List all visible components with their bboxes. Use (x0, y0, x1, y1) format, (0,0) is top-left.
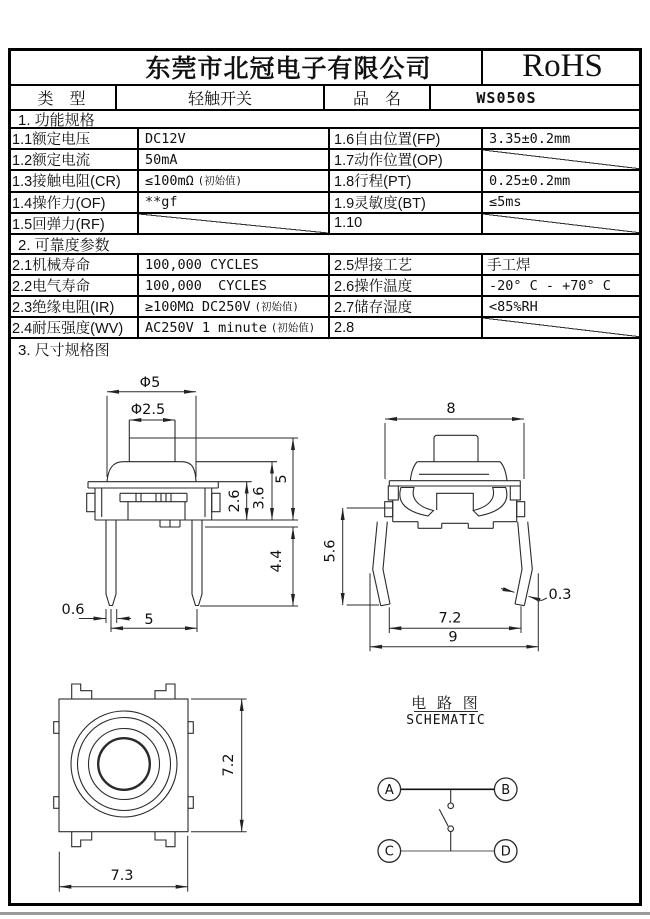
part-number: WS050S (476, 88, 537, 107)
front-leg-length-label: 4.4 (269, 549, 285, 573)
spec-label: 2.6操作温度 (330, 276, 483, 297)
contact-dot-lower (448, 826, 454, 832)
spec-label: 1.10 (330, 214, 483, 235)
title-block (8, 48, 642, 86)
initial-value-note: (初始值) (197, 175, 242, 188)
side-left-clip-arm (400, 488, 434, 517)
button-outer-circle (71, 711, 177, 817)
top-height-label: 7.2 (221, 753, 237, 777)
spec-label: 2.7储存湿度 (330, 297, 483, 318)
section-title-dimensions: 3. 尺寸规格图 (18, 342, 110, 359)
terminal-b (494, 778, 517, 801)
front-leg-width-label: 0.6 (61, 602, 85, 618)
rohs-mark: RoHS (522, 48, 603, 84)
spec-label: 1.9灵敏度(BT) (330, 193, 483, 214)
side-pitch-label: 7.2 (438, 610, 462, 627)
type-value: 轻触开关 (117, 86, 325, 109)
terminal-c-label: C (384, 844, 394, 860)
front-left-leg (106, 520, 116, 606)
part-name-label: 品 名 (325, 86, 431, 109)
front-dia-outer-label: Φ5 (139, 375, 161, 391)
type-row (8, 86, 642, 111)
front-view (61, 375, 298, 632)
side-span-label: 9 (448, 629, 458, 646)
front-plate-height-label: 2.6 (227, 489, 243, 513)
spec-value: ≥100MΩ DC250V (初始值) (139, 297, 330, 318)
schematic (378, 694, 517, 862)
spec-label: 2.1机械寿命 (8, 255, 139, 276)
initial-value-note: (初始值) (254, 301, 299, 313)
spec-value: <85%RH (483, 297, 642, 318)
top-view-outline (54, 684, 194, 847)
type-label: 类 型 (8, 86, 117, 109)
spec-label: 2.3绝缘电阻(IR) (8, 297, 139, 318)
terminal-c (378, 840, 401, 863)
blank-cell-diagonal (483, 214, 642, 235)
terminal-a (378, 778, 401, 801)
terminal-d (494, 840, 517, 863)
page-bottom-shadow (0, 912, 650, 915)
front-stem-height-label: 5 (274, 474, 290, 484)
side-view (323, 401, 572, 651)
spec-value: ≤100mΩ (初始值) (139, 171, 330, 192)
front-view-dimensions (61, 375, 298, 632)
spec-label: 1.2额定电流 (8, 150, 139, 171)
blank-cell-diagonal (139, 214, 330, 235)
reliability-spec-table (8, 255, 642, 339)
button-inner-circle (98, 738, 150, 790)
spec-label: 1.3接触电阻(CR) (8, 171, 139, 192)
top-view (54, 684, 247, 892)
side-right-clip-arm (473, 488, 507, 517)
spec-label: 1.4操作力(OF) (8, 193, 139, 214)
spec-label: 2.2电气寿命 (8, 276, 139, 297)
schematic-subtitle: SCHEMATIC (406, 713, 486, 728)
spec-value: 0.25±0.2mm (483, 171, 642, 192)
top-width-label: 7.3 (110, 868, 134, 884)
terminal-d-label: D (500, 844, 511, 860)
side-right-leg (515, 522, 532, 606)
blank-cell-diagonal (483, 318, 642, 339)
spec-value: -20° C - +70° C (483, 276, 642, 297)
company-name: 东莞市北冠电子有限公司 (8, 48, 483, 85)
spec-value: 100,000 CYCLES (139, 255, 330, 276)
side-view-outline (373, 435, 533, 605)
spec-label: 1.5回弹力(RF) (8, 214, 139, 235)
spec-value: 100,000 CYCLES (139, 276, 330, 297)
schematic-title: 电 路 图 (411, 694, 481, 712)
front-view-outline (87, 420, 298, 606)
front-dia-inner-label: Φ2.5 (130, 402, 166, 418)
spec-value: 手工焊 (483, 255, 642, 276)
front-right-leg (192, 520, 202, 606)
front-pitch-label: 5 (144, 612, 154, 628)
spec-value: 50mA (139, 150, 330, 171)
spec-value: ≤5ms (483, 193, 642, 214)
spec-label: 1.8行程(PT) (330, 171, 483, 192)
spec-label: 1.6自由位置(FP) (330, 129, 483, 150)
side-left-leg (373, 522, 390, 606)
spec-label: 1.1额定电压 (8, 129, 139, 150)
side-width-label: 8 (446, 401, 456, 417)
switch-lever (439, 809, 448, 826)
spec-value: AC250V 1 minute (初始值) (139, 318, 330, 339)
terminal-b-label: B (501, 783, 511, 798)
section-title-reliability: 2. 可靠度参数 (8, 235, 642, 255)
spec-value: DC12V (139, 129, 330, 150)
blank-cell-diagonal (483, 150, 642, 171)
functional-spec-table (8, 129, 642, 235)
side-height-label: 5.6 (322, 539, 339, 563)
top-view-dimensions (59, 699, 246, 892)
spec-label: 2.4耐压强度(WV) (8, 318, 139, 339)
initial-value-note: (初始值) (270, 322, 316, 334)
switch-symbol (439, 789, 453, 851)
terminal-a-label: A (384, 783, 394, 798)
spec-value: **gf (139, 193, 330, 214)
spec-label: 2.8 (330, 318, 483, 339)
spec-label: 2.5焊接工艺 (330, 255, 483, 276)
section-title-functional: 1. 功能规格 (8, 111, 642, 129)
spec-value: 3.35±0.2mm (483, 129, 642, 150)
front-dome-height-label: 3.6 (251, 486, 268, 510)
spec-label: 1.7动作位置(OP) (330, 150, 483, 171)
contact-dot-upper (448, 803, 454, 809)
side-view-dimensions (323, 401, 572, 651)
side-leg-thickness-label: 0.3 (548, 587, 572, 603)
